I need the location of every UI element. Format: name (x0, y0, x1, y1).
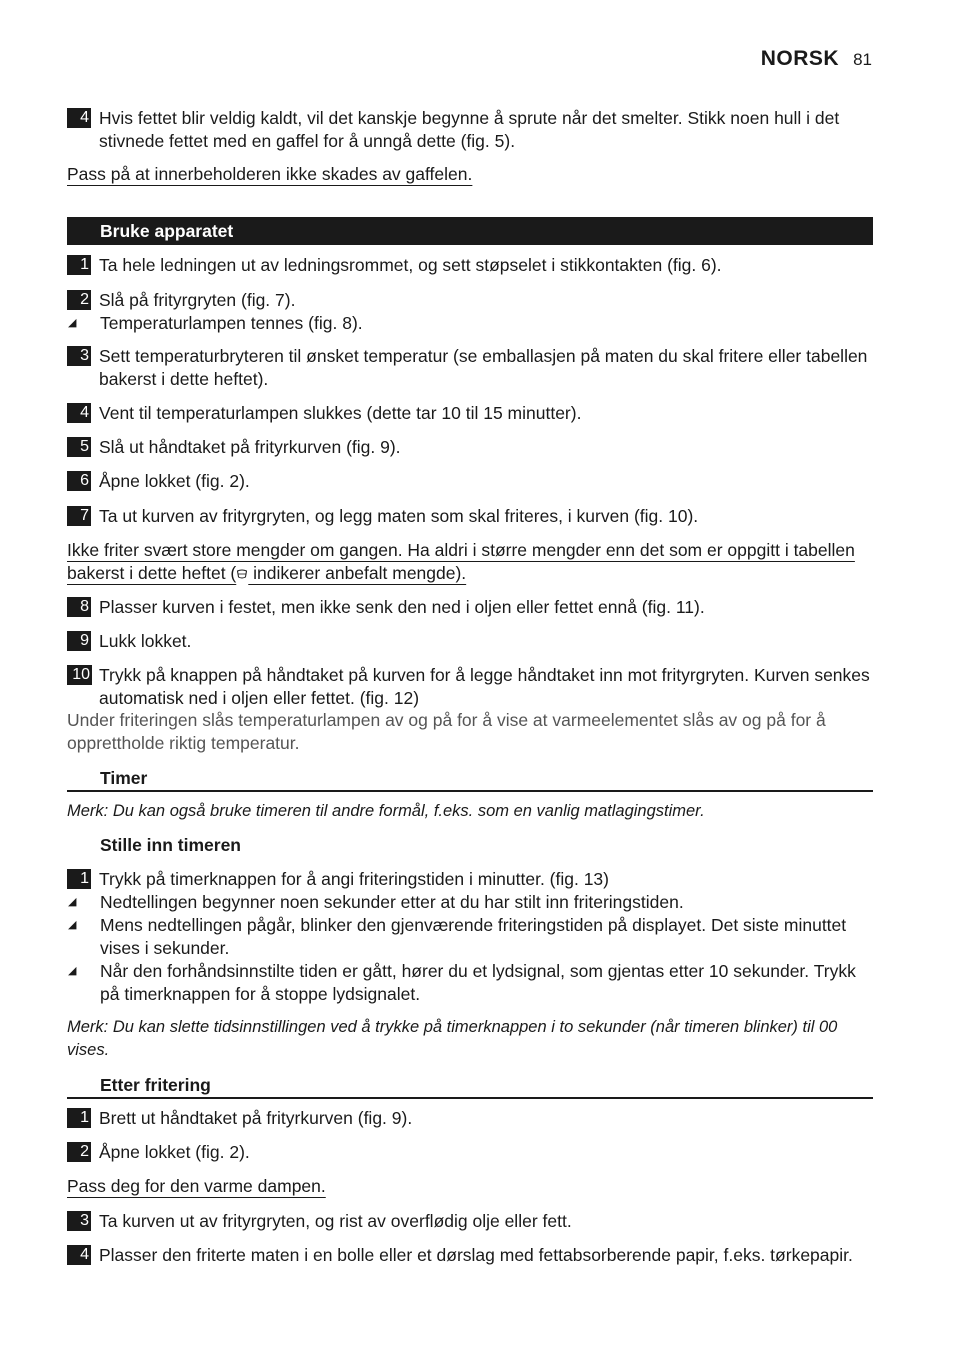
basket-icon (236, 568, 248, 580)
result-line (67, 891, 873, 914)
result-text: Mens nedtellingen pågår, blinker den gjenværende friteringstiden på displayet. Det siste minuttet vises i sekunder. (100, 915, 847, 958)
step-number: 5 (67, 437, 91, 457)
info-temperature: Under friteringen slås temperaturlampen av og på for å vise at varmeelementet slås av og på for å opprettholde riktig temperatur. (67, 710, 826, 753)
step-number: 2 (67, 290, 91, 310)
warning-text-b: indikerer anbefalt mengde). (248, 563, 467, 583)
step-7 (67, 505, 873, 528)
triangle-bullet-icon: ◢ (68, 896, 77, 908)
step-number: 3 (67, 346, 91, 366)
section-heading-timer: Timer (67, 767, 873, 792)
step-9 (67, 630, 873, 653)
page-number: 81 (853, 50, 872, 69)
step-text: Brett ut håndtaket på frityrkurven (fig. 9). (99, 1108, 413, 1128)
step-text: Plasser den friterte maten i en bolle eller et dørslag med fettabsorberende papir, f.eks. tørkepapir. (99, 1245, 853, 1265)
result-line (67, 960, 873, 1006)
step-4 (67, 402, 873, 425)
step-text: Slå på frityrgryten (fig. 7). (99, 290, 296, 310)
step-text: Lukk lokket. (99, 631, 192, 651)
step-6 (67, 470, 873, 493)
step-4-top (67, 107, 873, 153)
step-number: 1 (67, 1108, 91, 1128)
result-text: Når den forhåndsinnstilte tiden er gått, hører du et lydsignal, som gjentas etter 10 sekunder. Trykk på timerknappen for å stoppe lydsignalet. (100, 961, 856, 1004)
step-text: Vent til temperaturlampen slukkes (dette tar 10 til 15 minutter). (99, 403, 582, 423)
step-text: Trykk på knappen på håndtaket på kurven for å legge håndtaket inn mot frityrgryten. Kurven senkes automatisk ned i oljen eller fettet. (fig. 12) (99, 665, 870, 708)
result-text: Nedtellingen begynner noen sekunder etter at du har stilt inn friteringstiden. (100, 892, 684, 912)
result-text: Temperaturlampen tennes (fig. 8). (100, 313, 363, 333)
step-number: 2 (67, 1142, 91, 1162)
step-text: Plasser kurven i festet, men ikke senk den ned i oljen eller fettet ennå (fig. 11). (99, 597, 705, 617)
step-2-block (67, 289, 873, 335)
step-5 (67, 436, 873, 459)
step-number: 4 (67, 403, 91, 423)
step-text: Ta kurven ut av frityrgryten, og rist av overflødig olje eller fett. (99, 1211, 572, 1231)
etter-step-2 (67, 1141, 873, 1164)
step-number: 7 (67, 506, 91, 526)
triangle-bullet-icon: ◢ (68, 965, 77, 977)
warning-fork: Pass på at innerbeholderen ikke skades av gaffelen. (67, 164, 473, 184)
step-text: Trykk på timerknappen for å angi friteringstiden i minutter. (fig. 13) (99, 869, 609, 889)
etter-step-3 (67, 1210, 873, 1233)
step-3 (67, 345, 873, 391)
warning-text-a: Ikke friter svært store mengder om gangen. Ha aldri i større mengder enn det som er oppgitt i tabellen bakerst i dette heftet ( (67, 540, 855, 583)
timer-steps (67, 868, 873, 1006)
step-number: 6 (67, 471, 91, 491)
note-timer-reset: Merk: Du kan slette tidsinnstillingen ved å trykke på timerknappen i to sekunder (når timeren blinker) til 00 vises. (67, 1018, 838, 1059)
timer-step-1 (67, 868, 873, 891)
step-number: 3 (67, 1211, 91, 1231)
step-number: 1 (67, 255, 91, 275)
language-label: NORSK (760, 47, 840, 70)
step-number: 9 (67, 631, 91, 651)
etter-step-4 (67, 1244, 873, 1267)
step-2 (67, 289, 873, 312)
step-text: Sett temperaturbryteren til ønsket temperatur (se emballasjen på maten du skal fritere eller tabellen bakerst i dette heftet). (99, 346, 868, 389)
step-text: Ta ut kurven av frityrgryten, og legg maten som skal friteres, i kurven (fig. 10). (99, 506, 699, 526)
subheading-stille-inn: Stille inn timeren (100, 835, 241, 855)
step-number: 4 (67, 1245, 91, 1265)
triangle-bullet-icon: ◢ (68, 919, 77, 931)
result-line (67, 914, 873, 960)
triangle-bullet-icon: ◢ (68, 317, 77, 329)
warning-quantity (67, 539, 873, 585)
warning-steam: Pass deg for den varme dampen. (67, 1176, 326, 1196)
step-text: Hvis fettet blir veldig kaldt, vil det kanskje begynne å sprute når det smelter. Stikk noen hull i det stivnede fettet med en gaffel for å unngå dette (fig. 5). (99, 108, 840, 151)
section-bar-bruke: Bruke apparatet (67, 217, 873, 245)
result-line (67, 312, 873, 335)
step-10 (67, 664, 873, 710)
step-number: 10 (67, 665, 92, 685)
step-number: 8 (67, 597, 91, 617)
step-text: Åpne lokket (fig. 2). (99, 1142, 250, 1162)
etter-step-1 (67, 1107, 873, 1130)
step-number: 1 (67, 869, 91, 889)
step-number: 4 (67, 108, 91, 128)
step-text: Slå ut håndtaket på frityrkurven (fig. 9). (99, 437, 401, 457)
note-timer: Merk: Du kan også bruke timeren til andre formål, f.eks. som en vanlig matlagingstimer. (67, 802, 705, 820)
step-1 (67, 254, 873, 277)
section-heading-etter: Etter fritering (67, 1074, 873, 1099)
step-text: Åpne lokket (fig. 2). (99, 471, 250, 491)
step-text: Ta hele ledningen ut av ledningsrommet, og sett støpselet i stikkontakten (fig. 6). (99, 255, 722, 275)
page-header (761, 47, 872, 71)
step-8 (67, 596, 873, 619)
